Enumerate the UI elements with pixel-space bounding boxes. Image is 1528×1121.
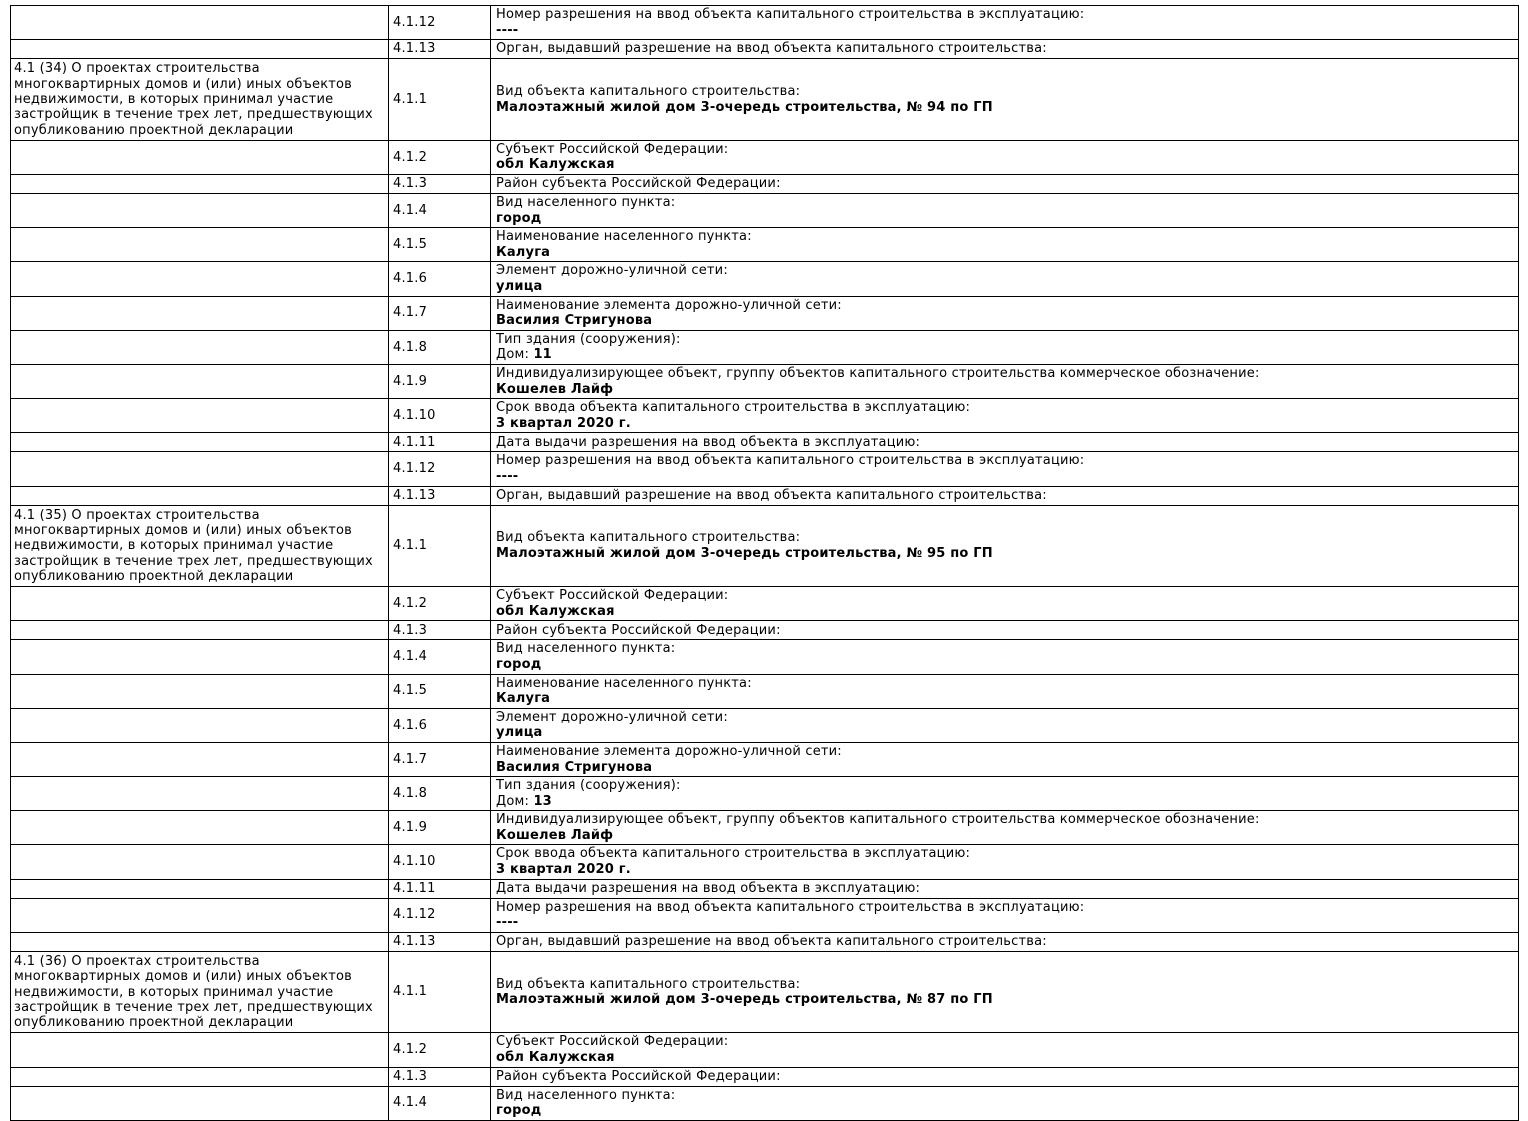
row-code: 4.1.2: [389, 1033, 491, 1067]
field-value-text: обл Калужская: [496, 603, 615, 619]
field-value-text: Калуга: [496, 691, 551, 707]
field-label: Орган, выдавший разрешение на ввод объекта капитального строительства:: [496, 41, 1047, 57]
row-code: 4.1.7: [389, 742, 491, 776]
field-label: Тип здания (сооружения):: [496, 331, 681, 347]
field-value-text: Василия Стригунова: [496, 313, 653, 329]
field-label: Наименование элемента дорожно-уличной сети:: [496, 297, 842, 313]
field-label: Вид объекта капитального строительства:: [496, 530, 801, 546]
row-code: 4.1.9: [389, 364, 491, 398]
field-value: [496, 691, 1515, 707]
field-label: Наименование элемента дорожно-уличной сети:: [496, 743, 842, 759]
table-row: [11, 621, 1519, 640]
field-value-text: ----: [496, 468, 519, 484]
row-content: [491, 708, 1519, 742]
table-row: [11, 742, 1519, 776]
field-label: Субъект Российской Федерации:: [496, 588, 729, 604]
field-label: Вид населенного пункта:: [496, 1087, 676, 1103]
row-code: 4.1.13: [389, 40, 491, 59]
field-label: Орган, выдавший разрешение на ввод объекта капитального строительства:: [496, 934, 1047, 950]
field-label: Индивидуализирующее объект, группу объектов капитального строительства коммерческое обозначение:: [496, 812, 1260, 828]
table-row: [11, 6, 1519, 40]
field-label: Элемент дорожно-уличной сети:: [496, 263, 728, 279]
field-value-text: обл Калужская: [496, 1050, 615, 1066]
field-value-text: Кошелев Лайф: [496, 827, 614, 843]
field-value: [496, 279, 1515, 295]
table-row: [11, 399, 1519, 433]
row-code: 4.1.12: [389, 898, 491, 932]
field-value-text: Василия Стригунова: [496, 759, 653, 775]
row-content: [491, 330, 1519, 364]
field-value: [496, 100, 1515, 116]
field-value: [496, 657, 1515, 673]
field-value: [496, 794, 1515, 810]
row-content: [491, 587, 1519, 621]
table-row: [11, 194, 1519, 228]
row-content: [491, 140, 1519, 174]
row-code: 4.1.4: [389, 640, 491, 674]
left-empty-cell: [11, 262, 389, 296]
table-row: [11, 674, 1519, 708]
section-description: 4.1 (36) О проектах строительства многоквартирных домов и (или) иных объектов недвижимости, в которых принимал участие застройщик в течение трех лет, предшествующих опубликованию проектной декларации: [11, 951, 389, 1033]
row-content: [491, 1067, 1519, 1086]
row-content: [491, 742, 1519, 776]
row-code: 4.1.10: [389, 399, 491, 433]
left-empty-cell: [11, 364, 389, 398]
row-code: 4.1.13: [389, 932, 491, 951]
declaration-table: [10, 5, 1519, 1121]
field-value-text: обл Калужская: [496, 157, 615, 173]
row-code: 4.1.6: [389, 708, 491, 742]
row-code: 4.1.13: [389, 486, 491, 505]
field-label: Номер разрешения на ввод объекта капитального строительства в эксплуатацию:: [496, 7, 1085, 22]
declaration-table-body: [11, 6, 1519, 1121]
field-value-text: 11: [533, 347, 552, 363]
table-row: [11, 879, 1519, 898]
table-row: [11, 296, 1519, 330]
row-code: 4.1.1: [389, 59, 491, 141]
field-value: [496, 1050, 1515, 1066]
row-content: [491, 640, 1519, 674]
field-value-text: Кошелев Лайф: [496, 381, 614, 397]
field-value-text: город: [496, 210, 542, 226]
field-value-text: 3 квартал 2020 г.: [496, 415, 631, 431]
field-value-text: ----: [496, 22, 519, 38]
field-label: Вид объекта капитального строительства:: [496, 976, 801, 992]
left-empty-cell: [11, 175, 389, 194]
row-content: [491, 175, 1519, 194]
table-row: [11, 1086, 1519, 1120]
field-value-prefix: Дом:: [496, 793, 534, 809]
row-content: [491, 932, 1519, 951]
field-value: [496, 725, 1515, 741]
table-row: [11, 228, 1519, 262]
field-label: Субъект Российской Федерации:: [496, 141, 729, 157]
row-code: 4.1.10: [389, 845, 491, 879]
table-row: [11, 140, 1519, 174]
field-value: [496, 469, 1515, 485]
row-content: [491, 262, 1519, 296]
left-empty-cell: [11, 845, 389, 879]
row-code: 4.1.12: [389, 452, 491, 486]
row-content: [491, 40, 1519, 59]
field-label: Вид населенного пункта:: [496, 195, 676, 211]
table-row: [11, 1033, 1519, 1067]
row-code: 4.1.12: [389, 6, 491, 40]
field-label: Орган, выдавший разрешение на ввод объекта капитального строительства:: [496, 487, 1047, 503]
left-empty-cell: [11, 777, 389, 811]
left-empty-cell: [11, 486, 389, 505]
field-value-text: Малоэтажный жилой дом 3-очередь строительства, № 94 по ГП: [496, 99, 993, 115]
row-content: [491, 228, 1519, 262]
left-empty-cell: [11, 228, 389, 262]
field-value-text: Малоэтажный жилой дом 3-очередь строительства, № 87 по ГП: [496, 992, 993, 1008]
table-row: [11, 59, 1519, 141]
table-row: [11, 175, 1519, 194]
left-empty-cell: [11, 433, 389, 452]
field-value-text: Малоэтажный жилой дом 3-очередь строительства, № 95 по ГП: [496, 545, 993, 561]
row-content: [491, 879, 1519, 898]
left-empty-cell: [11, 296, 389, 330]
left-empty-cell: [11, 640, 389, 674]
table-row: [11, 433, 1519, 452]
table-row: [11, 40, 1519, 59]
table-row: [11, 845, 1519, 879]
field-value: [496, 862, 1515, 878]
field-value: [496, 157, 1515, 173]
row-code: 4.1.8: [389, 777, 491, 811]
field-value: [496, 992, 1515, 1008]
field-label: Индивидуализирующее объект, группу объектов капитального строительства коммерческое обозначение:: [496, 365, 1260, 381]
row-content: [491, 296, 1519, 330]
field-value: [496, 828, 1515, 844]
left-empty-cell: [11, 40, 389, 59]
field-label: Субъект Российской Федерации:: [496, 1034, 729, 1050]
left-empty-cell: [11, 674, 389, 708]
field-value: [496, 915, 1515, 931]
left-empty-cell: [11, 6, 389, 40]
left-empty-cell: [11, 708, 389, 742]
field-label: Наименование населенного пункта:: [496, 675, 752, 691]
table-row: [11, 1067, 1519, 1086]
field-label: Срок ввода объекта капитального строительства в эксплуатацию:: [496, 400, 971, 416]
row-code: 4.1.11: [389, 433, 491, 452]
row-code: 4.1.7: [389, 296, 491, 330]
left-empty-cell: [11, 1067, 389, 1086]
left-empty-cell: [11, 621, 389, 640]
field-value-prefix: Дом:: [496, 347, 534, 363]
field-value: [496, 546, 1515, 562]
field-value-text: город: [496, 656, 542, 672]
row-content: [491, 777, 1519, 811]
field-value: [496, 416, 1515, 432]
row-code: 4.1.3: [389, 621, 491, 640]
section-description: 4.1 (35) О проектах строительства многоквартирных домов и (или) иных объектов недвижимости, в которых принимал участие застройщик в течение трех лет, предшествующих опубликованию проектной декларации: [11, 505, 389, 587]
row-code: 4.1.3: [389, 175, 491, 194]
left-empty-cell: [11, 932, 389, 951]
row-content: [491, 433, 1519, 452]
table-row: [11, 505, 1519, 587]
row-code: 4.1.6: [389, 262, 491, 296]
field-value: [496, 347, 1515, 363]
left-empty-cell: [11, 1033, 389, 1067]
field-value: [496, 23, 1515, 39]
table-row: [11, 777, 1519, 811]
field-label: Элемент дорожно-уличной сети:: [496, 709, 728, 725]
field-label: Номер разрешения на ввод объекта капитального строительства в эксплуатацию:: [496, 899, 1085, 915]
row-content: [491, 898, 1519, 932]
field-label: Вид объекта капитального строительства:: [496, 83, 801, 99]
field-label: Район субъекта Российской Федерации:: [496, 1068, 781, 1084]
field-value-text: улица: [496, 725, 543, 741]
left-empty-cell: [11, 898, 389, 932]
field-value-text: 13: [533, 793, 552, 809]
table-row: [11, 932, 1519, 951]
left-empty-cell: [11, 879, 389, 898]
left-empty-cell: [11, 140, 389, 174]
row-content: [491, 364, 1519, 398]
table-row: [11, 898, 1519, 932]
field-label: Номер разрешения на ввод объекта капитального строительства в эксплуатацию:: [496, 453, 1085, 469]
field-label: Дата выдачи разрешения на ввод объекта в эксплуатацию:: [496, 434, 921, 450]
row-code: 4.1.5: [389, 228, 491, 262]
table-row: [11, 951, 1519, 1033]
field-label: Район субъекта Российской Федерации:: [496, 176, 781, 192]
field-label: Дата выдачи разрешения на ввод объекта в эксплуатацию:: [496, 880, 921, 896]
field-value: [496, 382, 1515, 398]
left-empty-cell: [11, 330, 389, 364]
field-value-text: Калуга: [496, 244, 551, 260]
row-code: 4.1.1: [389, 505, 491, 587]
left-empty-cell: [11, 399, 389, 433]
field-value-text: 3 квартал 2020 г.: [496, 862, 631, 878]
left-empty-cell: [11, 742, 389, 776]
field-value: [496, 245, 1515, 261]
table-row: [11, 262, 1519, 296]
table-row: [11, 486, 1519, 505]
row-code: 4.1.2: [389, 140, 491, 174]
row-content: [491, 399, 1519, 433]
row-content: [491, 505, 1519, 587]
row-content: [491, 194, 1519, 228]
row-content: [491, 674, 1519, 708]
row-code: 4.1.3: [389, 1067, 491, 1086]
table-row: [11, 330, 1519, 364]
section-description: 4.1 (34) О проектах строительства многоквартирных домов и (или) иных объектов недвижимости, в которых принимал участие застройщик в течение трех лет, предшествующих опубликованию проектной декларации: [11, 59, 389, 141]
left-empty-cell: [11, 811, 389, 845]
row-code: 4.1.4: [389, 194, 491, 228]
field-value-text: улица: [496, 278, 543, 294]
row-content: [491, 59, 1519, 141]
left-empty-cell: [11, 587, 389, 621]
row-content: [491, 486, 1519, 505]
field-value: [496, 211, 1515, 227]
table-row: [11, 708, 1519, 742]
table-row: [11, 452, 1519, 486]
table-row: [11, 587, 1519, 621]
row-code: 4.1.8: [389, 330, 491, 364]
field-value: [496, 604, 1515, 620]
field-value-text: ----: [496, 915, 519, 931]
field-label: Наименование населенного пункта:: [496, 229, 752, 245]
left-empty-cell: [11, 194, 389, 228]
row-code: 4.1.5: [389, 674, 491, 708]
field-value: [496, 313, 1515, 329]
field-value-text: город: [496, 1103, 542, 1119]
row-content: [491, 811, 1519, 845]
row-content: [491, 1086, 1519, 1120]
field-label: Срок ввода объекта капитального строительства в эксплуатацию:: [496, 846, 971, 862]
field-value: [496, 1103, 1515, 1119]
field-label: Тип здания (сооружения):: [496, 778, 681, 794]
row-content: [491, 1033, 1519, 1067]
row-content: [491, 845, 1519, 879]
row-code: 4.1.4: [389, 1086, 491, 1120]
row-content: [491, 951, 1519, 1033]
table-row: [11, 811, 1519, 845]
field-value: [496, 760, 1515, 776]
left-empty-cell: [11, 1086, 389, 1120]
left-empty-cell: [11, 452, 389, 486]
row-code: 4.1.11: [389, 879, 491, 898]
row-content: [491, 621, 1519, 640]
field-label: Район субъекта Российской Федерации:: [496, 622, 781, 638]
table-row: [11, 640, 1519, 674]
row-code: 4.1.9: [389, 811, 491, 845]
row-content: [491, 6, 1519, 40]
table-row: [11, 364, 1519, 398]
row-code: 4.1.2: [389, 587, 491, 621]
row-code: 4.1.1: [389, 951, 491, 1033]
field-label: Вид населенного пункта:: [496, 641, 676, 657]
row-content: [491, 452, 1519, 486]
